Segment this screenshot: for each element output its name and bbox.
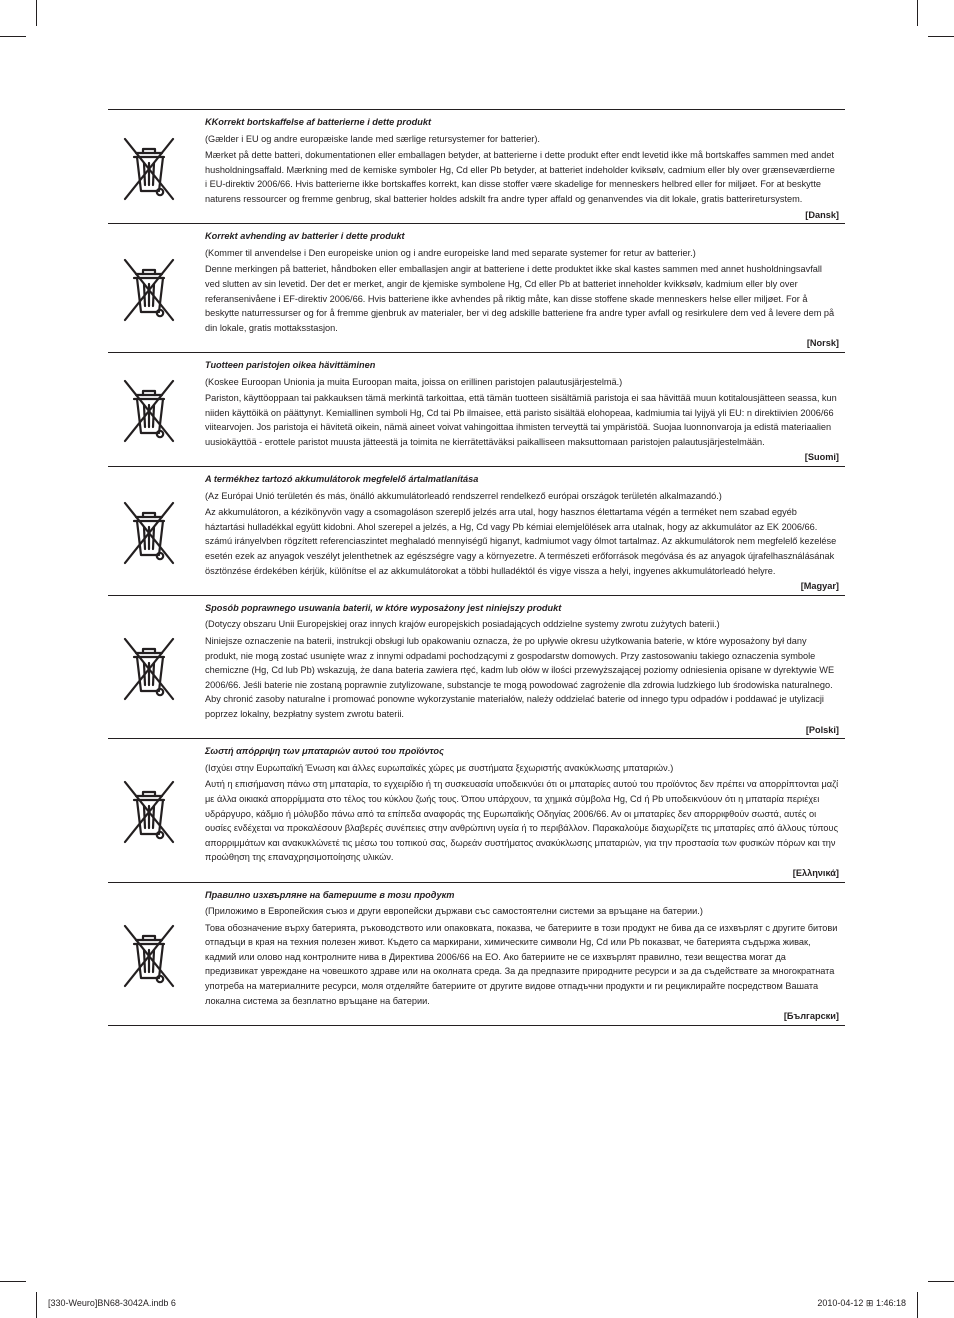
section-language-label: [Polski] (805, 724, 839, 735)
disposal-section (108, 115, 845, 224)
section-title: A termékhez tartozó akkumulátorok megfelelő ártalmatlanítása (205, 474, 479, 485)
section-title: Σωστή απόρριψη των μπαταριών αυτού του προϊόντος (205, 746, 444, 757)
section-content (205, 601, 845, 737)
section-language-label: [Magyar] (800, 581, 839, 592)
crop-mark (928, 36, 954, 37)
section-language-label: [Norsk] (806, 338, 839, 349)
section-content (205, 888, 845, 1024)
section-title: Tuotteen paristojen oikea hävittäminen (205, 359, 376, 370)
section-body: Az akkumulátoron, a kézikönyvön vagy a csomagoláson szereplő jelzés arra utal, hogy hasznos élettartama végén a terméket nem szabad egyéb háztartási hulladékkal együtt kidobni. Ahol szerepel a jelzés, a Hg, Cd vagy Pb kémiai elemjelölések arra utalnak, hogy az akkumulátor az EK 2006/66. számú irányelvben rögzített referenciaszintet meghaladó mennyiségű higanyt, kadmiumot vagy ólmot tartalmaz. Az akkumulátorok nem megfelelő kezelése esetén ezek az anyagok veszélyt jelenthetnek az egészségre vagy a környezetre. A természeti erőforrások megóvása és az anyagok újrafelhasználásának ösztönzése érdekében kérjük, különítse el az akkumulátorokat a többi hulladéktól és vigye vissza a helyi, ingyenes akkumulátorleadó helyre. (205, 507, 837, 576)
section-scope: (Koskee Euroopan Unionia ja muita Euroopan maita, joissa on erillinen paristojen palautusjärjestelmä.) (205, 376, 623, 387)
disposal-section (108, 472, 845, 596)
section-scope: (Gælder i EU og andre europæiske lande med særlige retursystemer for batterier). (205, 133, 540, 144)
section-scope: (Az Európai Unió területén és más, önálló akkumulátorleadó rendszerrel rendelkező európai országok területén alkalmazandó.) (205, 490, 722, 501)
crop-mark (0, 36, 26, 37)
crop-mark (36, 0, 37, 26)
section-language-label: [Ελληνικά] (792, 867, 839, 878)
crossed-out-wheelie-bin-icon (122, 499, 176, 569)
section-content (205, 358, 845, 465)
section-content (205, 472, 845, 594)
section-scope: (Ισχύει στην Ευρωπαϊκή Ένωση και άλλες ευρωπαϊκές χώρες με συστήματα ξεχωριστής ανακύκλωσης μπαταριών.) (205, 762, 674, 773)
section-title: Sposób poprawnego usuwania baterii, w które wyposażony jest niniejszy produkt (205, 602, 562, 613)
disposal-section (108, 601, 845, 739)
section-body: Denne merkingen på batteriet, håndboken eller emballasjen angir at batteriene i dette produktet ikke skal kastes sammen med annet husholdningsavfall ved slutten av sin levetid. Der det er merket, angir de kjemiske symbolene Hg, Cd eller Pb at batteriet inneholder kvikksølv, kadmium eller bly over referansenivåene i EF-direktiv 2006/66. Hvis batteriene ikke avhendes på riktig måte, kan disse stoffene skade menneskers helse eller miljøet. For å beskytte naturressurser og for å fremme gjenbruk av materialer, ber vi deg adskille batteriene fra andre typer avfall og resirkulere dem ved å levere dem på din lokale, gratis mottaksstasjon. (205, 264, 835, 333)
footer-file-name: [330-Weuro]BN68-3042A.indb 6 (48, 1298, 176, 1308)
crop-mark (917, 1292, 918, 1318)
section-content (205, 744, 845, 880)
disposal-section (108, 229, 845, 353)
section-content (205, 229, 845, 351)
battery-disposal-sections (108, 109, 845, 1026)
section-body: Това обозначение върху батерията, ръководството или опаковката, показва, че батериите в този продукт не бива да се изхвърлят с другите битови отпадъци в края на техния полезен живот. Където са маркирани, химическите символи Hg, Cd или Pb показват, че батерията съдържа живак, кадмий или олово над контролните нива в Директива 2006/66 на ЕО. Ако батериите не се изхвърлят правилно, тези вещества могат да предизвикат увреждане на човешкото здраве или на околната среда. За да предпазите природните ресурси и за да съдействате за многократната употреба на материалните ресурси, моля отделяйте батериите от другите видове отпадъчни продукти и ги рециклирайте посредством Вашата локална система за безплатно връщане на батерии. (205, 922, 838, 1006)
crossed-out-wheelie-bin-icon (122, 377, 176, 447)
crossed-out-wheelie-bin-icon (122, 256, 176, 326)
disposal-section (108, 358, 845, 467)
crop-mark (917, 0, 918, 26)
section-body: Niniejsze oznaczenie na baterii, instrukcji obsługi lub opakowaniu oznacza, że po upływie okresu użytkowania baterie, w które wyposażony był dany produkt, nie mogą zostać usunięte wraz z innymi odpadami pochodzącymi z gospodarstw domowych. Przy zastosowaniu takiego oznaczenia symbole chemiczne (Hg, Cd lub Pb) wskazują, że dana bateria zawiera rtęć, kadm lub ołów w ilości przewyższającej poziomy odniesienia opisane w dyrektywie WE 2006/66. Jeśli baterie nie zostaną poprawnie zutylizowane, substancje te mogą powodować zagrożenie dla zdrowia ludzkiego lub środowiska naturalnego. Aby chronić zasoby naturalne i promować ponowne wykorzystanie materiałów, należy oddzielać baterie od innego typu odpadów i poddawać je utylizacji poprzez lokalny, bezpłatny system zwrotu baterii. (205, 636, 835, 719)
crop-mark (928, 1281, 954, 1282)
section-scope: (Kommer til anvendelse i Den europeiske union og i andre europeiske land med separate systemer for retur av batterier.) (205, 247, 696, 258)
section-content (205, 115, 845, 222)
section-title: Правилно изхвърляне на батериите в този продукт (205, 889, 455, 900)
disposal-section (108, 744, 845, 882)
crop-mark (36, 1292, 37, 1318)
section-title: KKorrekt bortskaffelse af batterierne i dette produkt (205, 117, 431, 127)
crossed-out-wheelie-bin-icon (122, 922, 176, 992)
section-title: Korrekt avhending av batterier i dette produkt (205, 231, 405, 242)
section-body: Mærket på dette batteri, dokumentationen eller emballagen betyder, at batterierne i dette produkt efter endt levetid ikke må bortskaffes sammen med andet husholdningsaffald. Mærkning med de kemiske symboler Hg, Cd eller Pb betyder, at batteriet indeholder kviksølv, cadmium eller bly over grænseværdierne i EU-direktiv 2006/66. Hvis batterierne ikke bortskaffes korrekt, kan disse stoffer være skadelige for menneskers helbred eller for miljøet. For at beskytte naturens ressourcer og fremme genbrug, skal batterier holdes adskilt fra andre typer affald og genanvendes via dit lokale, gratis batteriretursystem. (205, 150, 835, 204)
section-body: Pariston, käyttöoppaan tai pakkauksen tämä merkintä tarkoittaa, että tämän tuotteen sisältämiä paristoja ei saa hävittää muun kotitalousjätteen seassa, kun niiden käyttöikä on päättynyt. Kemiallinen symboli Hg, Cd tai Pb ilmaisee, että paristo sisältää elohopeaa, kadmiumia tai lyijyä yli EU: n direktiivien 2006/66 viitearvojen. Jos paristoja ei hävitetä oikein, nämä aineet voivat vahingoittaa ihmisten terveyttä tai ympäristöä. Suojaa luonnonvaroja ja edistä materiaalien uusiokäyttöä - erottele paristot muusta jätteestä ja toimita ne kierrätettäväksi paikalliseen maksuttomaan paristojen palautusjärjestelmään. (205, 393, 837, 447)
section-language-label: [Dansk] (805, 209, 839, 220)
section-body: Αυτή η επισήμανση πάνω στη μπαταρία, το εγχειρίδιο ή τη συσκευασία υποδεικνύει ότι οι μπαταρίες αυτού του προϊόντος δεν πρέπει να απορρίπτονται μαζί με άλλα οικιακά απορρίμματα στο τέλος του κύκλου ζωής τους. Όπου υπάρχουν, τα χημικά σύμβολα Hg, Cd ή Pb υποδεικνύουν ότι η μπαταρία περιέχει υδράργυρο, κάδμιο ή μόλυβδο πάνω από τα επίπεδα αναφοράς της Ευρωπαϊκής Οδηγίας 2006/66. Αν οι μπαταρίες δεν απορριφθούν σωστά, αυτές οι ουσίες ενδέχεται να προκαλέσουν βλαβερές συνέπειες στην ανθρώπινη υγεία ή το περιβάλλον. Παρακαλούμε διαχωρίζετε τις μπαταρίες από άλλους τύπους απορριμμάτων και ανακυκλώνετέ τις μέσω του τοπικού σας, δωρεάν συστήματος ανακύκλωσης μπαταριών, για την προστασία των φυσικών πόρων και την προώθηση της επαναχρησιμοποίησης υλικών. (205, 779, 839, 863)
footer-timestamp: 2010-04-12 ⊞ 1:46:18 (817, 1298, 906, 1308)
crop-mark (0, 1281, 26, 1282)
crossed-out-wheelie-bin-icon (122, 135, 176, 205)
section-scope: (Приложимо в Европейския съюз и други европейски държави със самостоятелни системи за връщане на батерии.) (205, 906, 703, 917)
section-language-label: [Suomi] (804, 452, 839, 463)
section-scope: (Dotyczy obszaru Unii Europejskiej oraz innych krajów europejskich posiadających oddzielne systemy zwrotu zużytych baterii.) (205, 619, 720, 630)
section-language-label: [Български] (783, 1011, 839, 1022)
crossed-out-wheelie-bin-icon (122, 635, 176, 705)
disposal-section (108, 888, 845, 1026)
crossed-out-wheelie-bin-icon (122, 778, 176, 848)
